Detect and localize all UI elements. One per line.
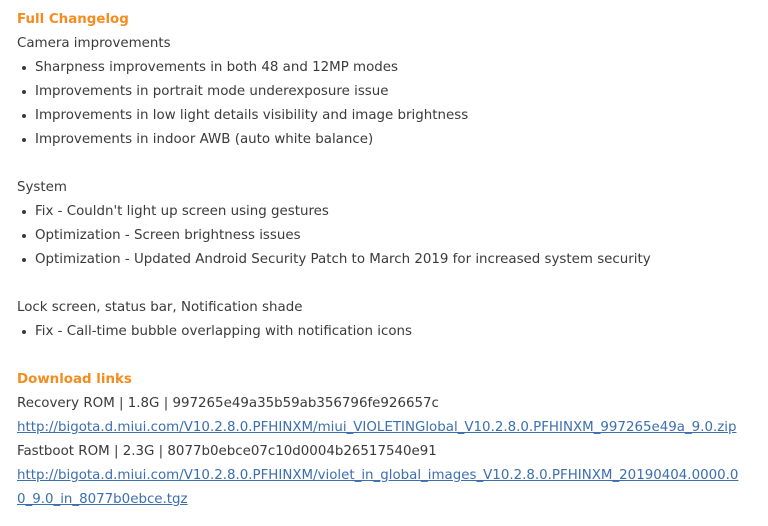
list-item-text: Optimization - Screen brightness issues xyxy=(35,228,301,243)
list-item xyxy=(17,224,768,248)
recovery-rom-link[interactable]: http://bigota.d.miui.com/V10.2.8.0.PFHINXM/miui_VIOLETINGlobal_V10.2.8.0.PFHINXM_997265e49a_9.0.zip xyxy=(17,420,737,435)
list-item-text: Fix - Call-time bubble overlapping with notification icons xyxy=(35,324,412,339)
list-item xyxy=(17,200,768,224)
full-changelog-heading: Full Changelog xyxy=(17,12,129,27)
lock-screen-list xyxy=(17,320,768,344)
bullet-icon xyxy=(22,258,26,262)
list-item xyxy=(17,248,768,272)
list-item-text: Improvements in low light details visibility and image brightness xyxy=(35,108,469,123)
bullet-icon xyxy=(22,210,26,214)
list-item xyxy=(17,320,768,344)
list-item xyxy=(17,56,768,80)
bullet-icon xyxy=(22,330,26,334)
spacer xyxy=(17,344,768,368)
spacer xyxy=(17,152,768,176)
download-links-heading: Download links xyxy=(17,372,132,387)
list-item-text: Sharpness improvements in both 48 and 12MP modes xyxy=(35,60,398,75)
list-item xyxy=(17,80,768,104)
list-item-text: Optimization - Updated Android Security Patch to March 2019 for increased system security xyxy=(35,252,651,267)
list-item-text: Improvements in portrait mode underexposure issue xyxy=(35,84,389,99)
recovery-rom-info: Recovery ROM | 1.8G | 997265e49a35b59ab356796fe926657c xyxy=(17,396,439,411)
bullet-icon xyxy=(22,234,26,238)
section-title-lock-screen: Lock screen, status bar, Notification shade xyxy=(17,300,303,315)
camera-improvements-list xyxy=(17,56,768,152)
section-title-camera: Camera improvements xyxy=(17,36,171,51)
spacer xyxy=(17,272,768,296)
section-title-system: System xyxy=(17,180,67,195)
bullet-icon xyxy=(22,90,26,94)
bullet-icon xyxy=(22,138,26,142)
list-item xyxy=(17,128,768,152)
bullet-icon xyxy=(22,66,26,70)
list-item xyxy=(17,104,768,128)
fastboot-rom-info: Fastboot ROM | 2.3G | 8077b0ebce07c10d0004b26517540e91 xyxy=(17,444,437,459)
bullet-icon xyxy=(22,114,26,118)
list-item-text: Fix - Couldn't light up screen using gestures xyxy=(35,204,329,219)
list-item-text: Improvements in indoor AWB (auto white balance) xyxy=(35,132,374,147)
fastboot-rom-link[interactable]: http://bigota.d.miui.com/V10.2.8.0.PFHINXM/violet_in_global_images_V10.2.8.0.PFHINXM_20190404.0000.00_9.0_in_8077b0ebce.tgz xyxy=(17,468,739,507)
system-list xyxy=(17,200,768,272)
